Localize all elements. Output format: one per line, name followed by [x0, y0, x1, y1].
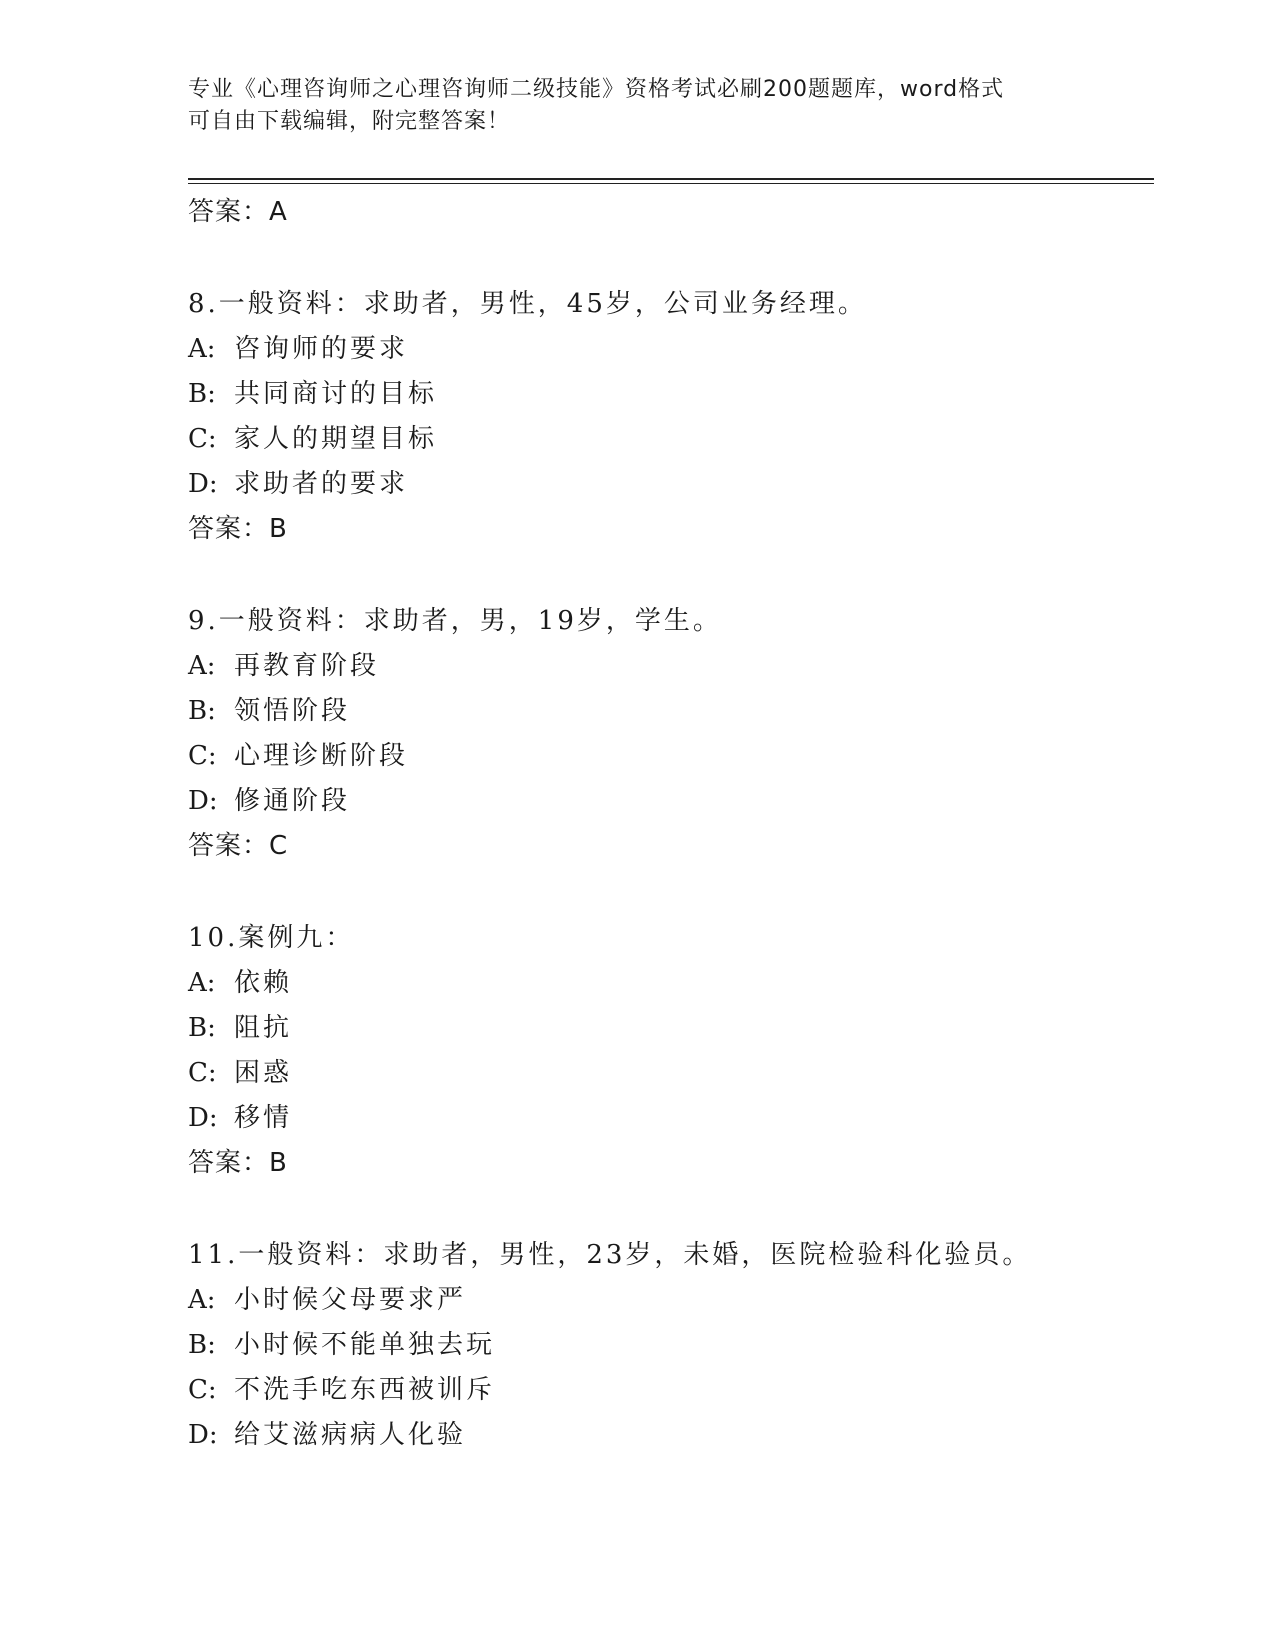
option-letter: C:	[188, 1375, 217, 1405]
option-letter: D:	[188, 469, 218, 499]
question-stem: 9.一般资料：求助者，男，19岁，学生。	[188, 606, 722, 636]
option-b	[188, 1006, 1154, 1051]
option-text: 小时候父母要求严	[234, 1285, 467, 1315]
option-letter: D:	[188, 1103, 218, 1133]
option-c	[188, 1368, 1154, 1413]
option-a	[188, 327, 1154, 372]
question-block-9	[188, 598, 1154, 869]
option-text: 阻抗	[234, 1013, 293, 1043]
option-letter: C:	[188, 1058, 217, 1088]
option-d	[188, 779, 1154, 824]
header-rule-thick	[188, 178, 1154, 180]
option-letter: A:	[188, 968, 216, 998]
option-c	[188, 734, 1154, 779]
option-b	[188, 1323, 1154, 1368]
option-text: 家人的期望目标	[234, 424, 438, 454]
option-text: 困惑	[234, 1058, 293, 1088]
option-d	[188, 1413, 1154, 1458]
option-letter: B:	[188, 1013, 216, 1043]
option-letter: A:	[188, 651, 216, 681]
option-b	[188, 689, 1154, 734]
answer-line: 答案：C	[188, 831, 289, 861]
option-text: 修通阶段	[234, 786, 351, 816]
answer-line: 答案：B	[188, 514, 288, 544]
option-text: 共同商讨的目标	[234, 379, 438, 409]
option-letter: D:	[188, 786, 218, 816]
option-text: 不洗手吃东西被训斥	[234, 1375, 496, 1405]
option-letter: A:	[188, 1285, 216, 1315]
option-a	[188, 1278, 1154, 1323]
option-b	[188, 372, 1154, 417]
option-text: 咨询师的要求	[234, 334, 409, 364]
option-text: 心理诊断阶段	[234, 741, 409, 771]
option-text: 给艾滋病病人化验	[234, 1420, 467, 1450]
option-a	[188, 961, 1154, 1006]
option-text: 再教育阶段	[234, 651, 380, 681]
option-text: 移情	[234, 1103, 293, 1133]
header-line-1: 专业《心理咨询师之心理咨询师二级技能》资格考试必刷200题题库，word格式	[188, 77, 1005, 102]
answer-line-previous: 答案：A	[188, 197, 288, 227]
option-letter: D:	[188, 1420, 218, 1450]
option-letter: C:	[188, 424, 217, 454]
question-stem: 11.一般资料：求助者，男性，23岁，未婚，医院检验科化验员。	[188, 1240, 1032, 1270]
option-d	[188, 462, 1154, 507]
option-text: 依赖	[234, 968, 293, 998]
option-c	[188, 1051, 1154, 1096]
answer-line: 答案：B	[188, 1148, 288, 1178]
option-text: 领悟阶段	[234, 696, 351, 726]
header-rule-thin	[188, 183, 1154, 184]
question-list	[188, 190, 1154, 1458]
option-d	[188, 1096, 1154, 1141]
question-stem: 10.案例九：	[188, 923, 355, 953]
option-letter: B:	[188, 696, 216, 726]
question-stem: 8.一般资料：求助者，男性，45岁，公司业务经理。	[188, 289, 867, 319]
question-block-8	[188, 281, 1154, 552]
option-a	[188, 644, 1154, 689]
option-letter: C:	[188, 741, 217, 771]
document-header	[188, 74, 1088, 138]
option-text: 小时候不能单独去玩	[234, 1330, 496, 1360]
option-text: 求助者的要求	[234, 469, 409, 499]
question-block-10	[188, 915, 1154, 1186]
question-block-11	[188, 1232, 1154, 1458]
option-c	[188, 417, 1154, 462]
header-line-2: 可自由下载编辑，附完整答案！	[188, 109, 511, 134]
option-letter: A:	[188, 334, 216, 364]
option-letter: B:	[188, 379, 216, 409]
option-letter: B:	[188, 1330, 216, 1360]
